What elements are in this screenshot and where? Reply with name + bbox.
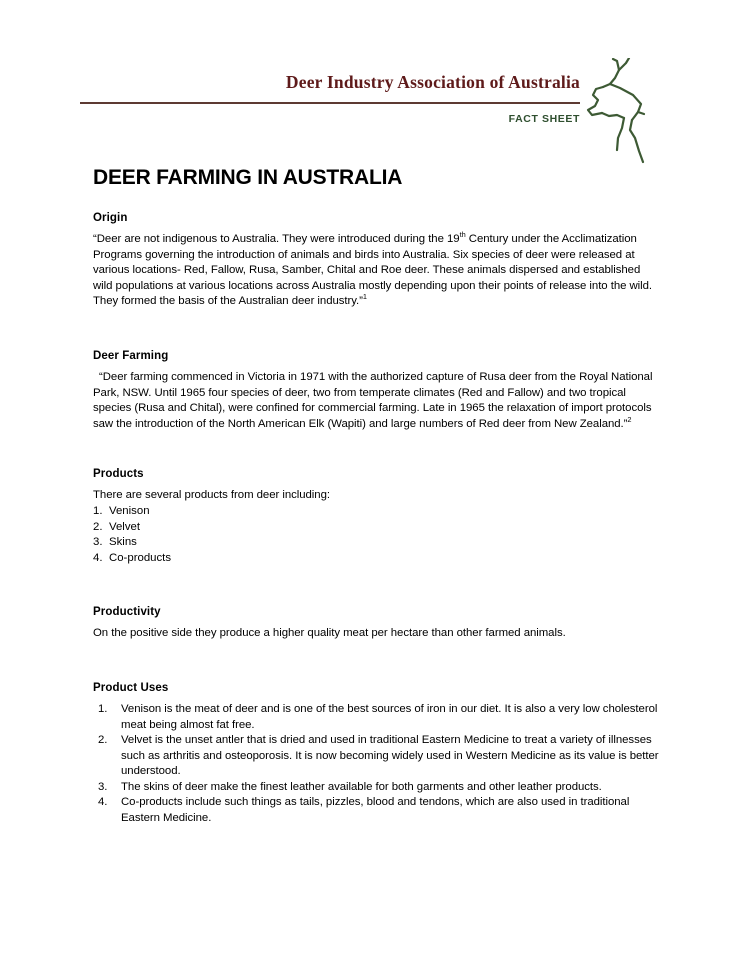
header-divider-rule [80,102,580,104]
product-uses-list [93,702,660,827]
page-header [0,0,750,150]
products-intro: There are several products from deer including: [93,489,330,502]
list-item [93,702,660,733]
list-item-label: Co-products [109,551,172,564]
origin-text-part1: “Deer are not indigenous to Australia. They were introduced during the 19 [93,233,460,245]
list-item-text: The skins of deer make the finest leather available for both garments and other leather products. [121,780,602,793]
organisation-title: Deer Industry Association of Australia [285,72,580,92]
section-products [93,468,660,566]
leaping-deer-icon [586,58,656,168]
list-item [93,520,660,536]
origin-footnote-marker: 1 [362,292,367,302]
spacer [93,648,660,682]
list-item-text: Velvet is the unset antler that is dried and used in traditional Eastern Medicine to treat a variety of illnesses such as arthritis and osteoporosis. It is now becoming widely used in Western Medicine as its value is better understood. [121,734,659,778]
list-item [93,551,660,567]
spacer [93,572,660,606]
list-item-number: 4. [93,551,103,564]
origin-paragraph [93,232,660,310]
origin-text-part2: Century under the Acclimatization Programs governing the introduction of animals and birds into Australia. Six species of deer were released at various locations- Red, Fallow, Rusa, Samber, Chital and Roe deer. These animals dispersed and established wild populations at various locations across Australia mostly depending upon their points of release into the wild. They formed the basis of the Australian deer industry.” [93,233,653,308]
origin-ordinal-superscript: th [459,230,466,240]
deer-farming-text: “Deer farming commenced in Victoria in 1971 with the authorized capture of Rusa deer from the Royal National Park, NSW. Until 1965 four species of deer, two from temperate climates (Red and Fallow) and two tropical species (Rusa and Chital), were confined for commercial farming. Late in 1965 the relaxation of import protocols saw the introduction of the North American Elk (Wapiti) and large numbers of Red deer from New Zealand.” [93,370,653,430]
section-deer-farming [93,350,660,432]
section-heading-deer-farming: Deer Farming [93,349,169,362]
section-productivity [93,606,660,642]
list-item-text: Co-products include such things as tails, pizzles, blood and tendons, which are also used in traditional Eastern Medicine. [121,796,630,825]
spacer [93,438,660,468]
list-item-number: 4. [98,796,108,809]
section-origin [93,212,660,310]
list-item-number: 3. [93,536,103,549]
section-heading-products: Products [93,468,144,481]
list-item-number: 1. [93,504,103,517]
list-item [93,733,660,780]
section-heading-origin: Origin [93,212,128,224]
spacer [93,316,660,350]
list-item-number: 1. [98,702,108,715]
list-item [93,780,660,796]
list-item-label: Skins [109,536,137,549]
section-heading-productivity: Productivity [93,606,161,619]
page-title: DEER FARMING IN AUSTRALIA [93,166,403,189]
list-item [93,535,660,551]
deer-farming-paragraph [93,370,660,432]
list-item-number: 2. [93,520,103,533]
list-item-label: Velvet [109,520,141,533]
section-heading-product-uses: Product Uses [93,681,169,694]
list-item [93,795,660,826]
fact-sheet-label: FACT SHEET [508,113,580,125]
list-item-text: Venison is the meat of deer and is one of the best sources of iron in our diet. It is also a very low cholesterol meat being almost fat free. [121,702,658,731]
list-item-number: 3. [98,780,108,793]
list-item [93,504,660,520]
list-item-number: 2. [98,734,108,747]
document-body [93,212,660,833]
deer-farming-footnote-marker: 2 [627,414,632,424]
section-product-uses [93,682,660,827]
list-item-label: Venison [109,504,150,517]
products-list [93,504,660,566]
productivity-paragraph: On the positive side they produce a higher quality meat per hectare than other farmed animals. [93,627,566,640]
